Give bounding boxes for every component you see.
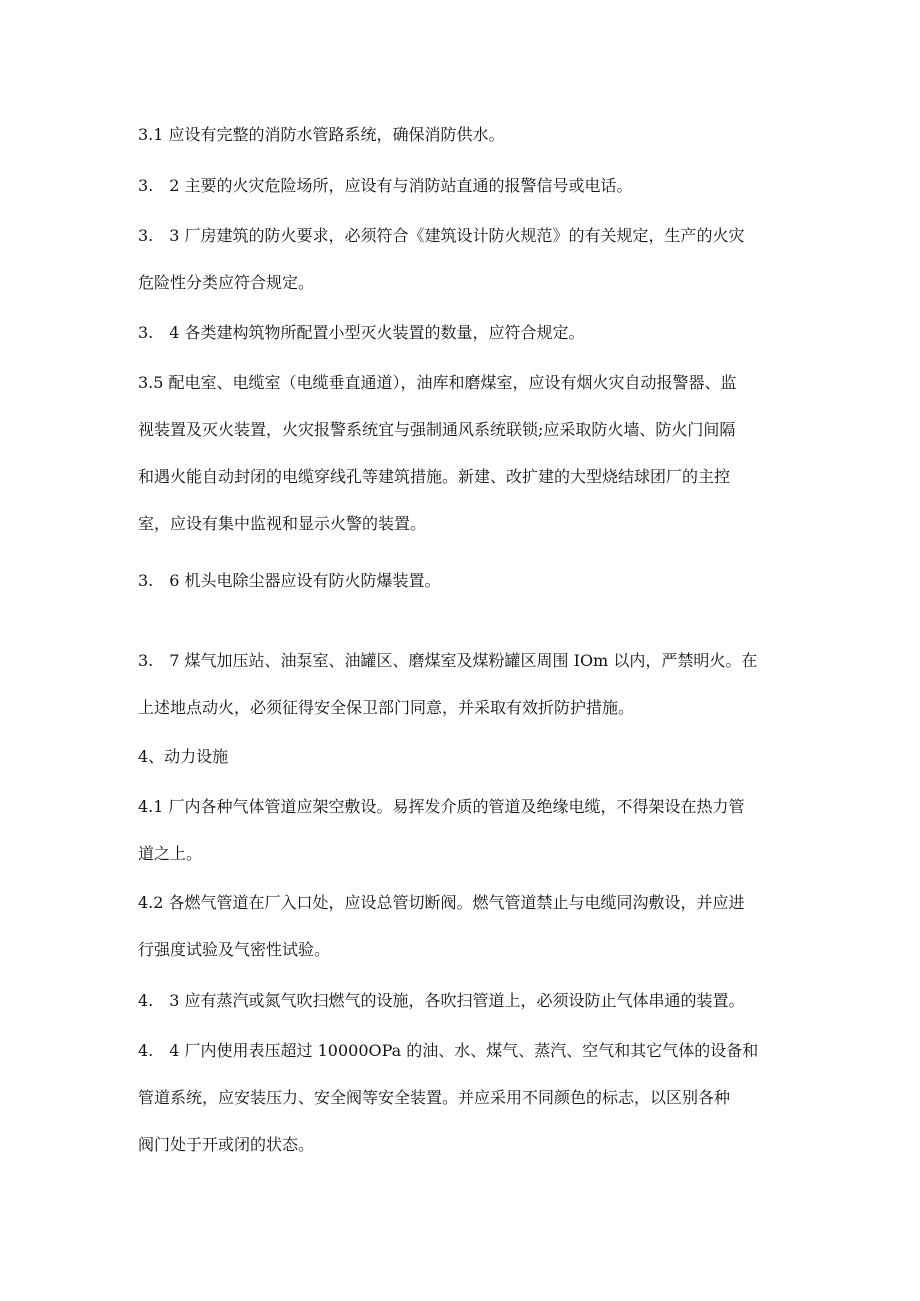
text-line: 管道系统，应安装压力、安全阀等安全装置。并应采用不同颜色的标志，以区别各种 xyxy=(138,1088,731,1107)
text-line: 阀门处于开或闭的状态。 xyxy=(138,1135,315,1154)
text-line: 道之上。 xyxy=(138,844,203,863)
text-line: 3.1 应设有完整的消防水管路系统，确保消防供水。 xyxy=(138,125,505,144)
text-line: 3. 3 厂房建筑的防火要求，必须符合《建筑设计防火规范》的有关规定，生产的火灾 xyxy=(138,226,745,245)
text-line: 3. 2 主要的火灾危险场所，应设有与消防站直通的报警信号或电话。 xyxy=(138,176,633,195)
text-line: 行强度试验及气密性试验。 xyxy=(138,940,331,959)
paragraph-3-4 xyxy=(138,321,778,345)
text-line: 视装置及灭火装置，火灾报警系统宜与强制通风系统联锁;应采取防火墙、防火门间隔 xyxy=(138,420,736,439)
paragraph-3-2 xyxy=(138,174,778,198)
paragraph-3-1 xyxy=(138,123,778,147)
text-line: 上述地点动火，必须征得安全保卫部门同意，并采取有效折防护措施。 xyxy=(138,698,635,717)
text-line: 3. 6 机头电除尘器应设有防火防爆装置。 xyxy=(138,571,441,590)
text-line: 3.5 配电室、电缆室（电缆垂直通道），油库和磨煤室，应设有烟火灾自动报警器、监 xyxy=(138,373,737,392)
text-line: 3. 4 各类建构筑物所配置小型灭火装置的数量，应符合规定。 xyxy=(138,323,585,342)
paragraph-4-2 xyxy=(138,891,778,962)
text-line: 3. 7 煤气加压站、油泵室、油罐区、磨煤室及煤粉罐区周围 IOm 以内，严禁明火。在 xyxy=(138,651,758,670)
paragraph-3-6 xyxy=(138,569,778,593)
paragraph-4-3 xyxy=(138,989,778,1013)
paragraph-3-7 xyxy=(138,649,778,720)
text-line: 4、动力设施 xyxy=(138,747,229,766)
text-line: 和遇火能自动封闭的电缆穿线孔等建筑措施。新建、改扩建的大型烧结球团厂的主控 xyxy=(138,467,731,486)
text-line: 危险性分类应符合规定。 xyxy=(138,273,315,292)
paragraph-3-3 xyxy=(138,224,778,295)
paragraph-4-1 xyxy=(138,795,778,866)
text-line: 4. 4 厂内使用表压超过 10000OPa 的油、水、煤气、蒸汽、空气和其它气体的设备和 xyxy=(138,1041,759,1060)
text-line: 室，应设有集中监视和显示火警的装置。 xyxy=(138,514,427,533)
text-line: 4.2 各燃气管道在厂入口处，应设总管切断阀。燃气管道禁止与电缆同沟敷设，并应进 xyxy=(138,893,745,912)
paragraph-3-5 xyxy=(138,371,778,536)
paragraph-4-4 xyxy=(138,1039,778,1157)
text-line: 4.1 厂内各种气体管道应架空敷设。易挥发介质的管道及绝缘电缆，不得架设在热力管 xyxy=(138,797,745,816)
text-line: 4. 3 应有蒸汽或氮气吹扫燃气的设施，各吹扫管道上，必须设防止气体串通的装置。 xyxy=(138,991,745,1010)
section-heading-4 xyxy=(138,745,778,769)
